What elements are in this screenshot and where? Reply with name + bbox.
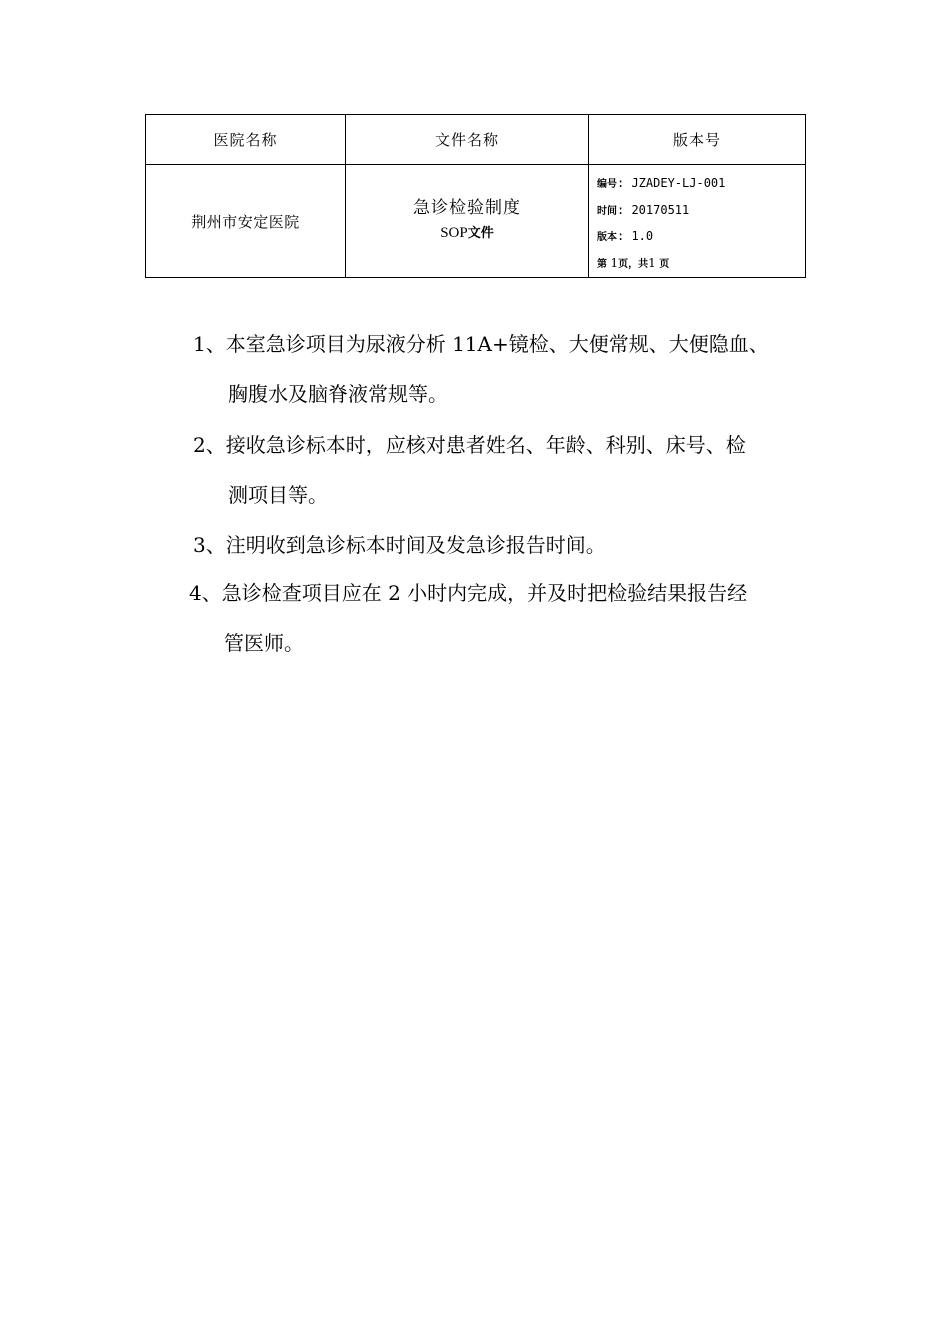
document-header-table: [145, 114, 806, 278]
meta-number-label: 编号: [597, 179, 617, 190]
meta-page-current: 1: [610, 255, 619, 270]
file-name-cell: [346, 165, 589, 278]
hospital-name-cell: [146, 165, 346, 278]
meta-version-value: : 1.0: [617, 229, 654, 243]
meta-page-total: 1: [648, 255, 656, 270]
paragraph-2-line2: 测项目等。: [228, 483, 328, 507]
meta-version: [597, 224, 805, 251]
header-file-cell: [346, 115, 589, 165]
body-row: [146, 165, 806, 278]
meta-page-mid: 页，共: [618, 258, 649, 270]
paragraph-4-line2: 管医师。: [224, 631, 304, 655]
paragraph-1-line1: 1、本室急诊项目为尿液分析 11A+镜检、大便常规、大便隐血、: [193, 332, 769, 356]
file-name: [346, 196, 588, 246]
header-hospital-label: 医院名称: [213, 131, 278, 149]
paragraph-3-line1: 3、注明收到急诊标本时间及发急诊报告时间。: [193, 533, 606, 557]
hospital-name: 荆州市安定医院: [191, 212, 300, 231]
version-meta-cell: [589, 165, 806, 278]
paragraph-4-line1: 4、急诊检查项目应在 2 小时内完成，并及时把检验结果报告经: [189, 581, 748, 605]
file-name-subtitle: [346, 220, 588, 246]
meta-time-value: : 20170511: [617, 202, 690, 217]
paragraph-2-line1: 2、接收急诊标本时，应核对患者姓名、年龄、科别、床号、检: [193, 433, 746, 457]
file-name-code: SOP: [440, 225, 468, 241]
meta-page-suffix: 页: [655, 258, 670, 270]
paragraph-1-line2: 胸腹水及脑脊液常规等。: [228, 382, 448, 406]
header-hospital-cell: [146, 115, 346, 165]
paragraph-2: [193, 420, 746, 520]
file-name-title: 急诊检验制度: [413, 198, 521, 218]
meta-time-label: 时间: [597, 205, 617, 217]
paragraph-3: [193, 520, 606, 570]
meta-number-value: : JZADEY-LJ-001: [617, 176, 726, 190]
meta-page: [597, 251, 805, 278]
meta-time: [597, 198, 805, 225]
paragraph-1: [193, 319, 769, 419]
header-version-label: 版本号: [672, 131, 721, 149]
header-file-label: 文件名称: [434, 131, 499, 149]
header-row: [146, 115, 806, 165]
meta-number: [597, 171, 805, 198]
header-version-cell: [589, 115, 806, 165]
file-name-suffix: 文件: [467, 226, 494, 241]
paragraph-4: [189, 568, 747, 668]
meta-page-prefix: 第: [597, 258, 611, 270]
meta-version-label: 版本: [597, 232, 617, 243]
